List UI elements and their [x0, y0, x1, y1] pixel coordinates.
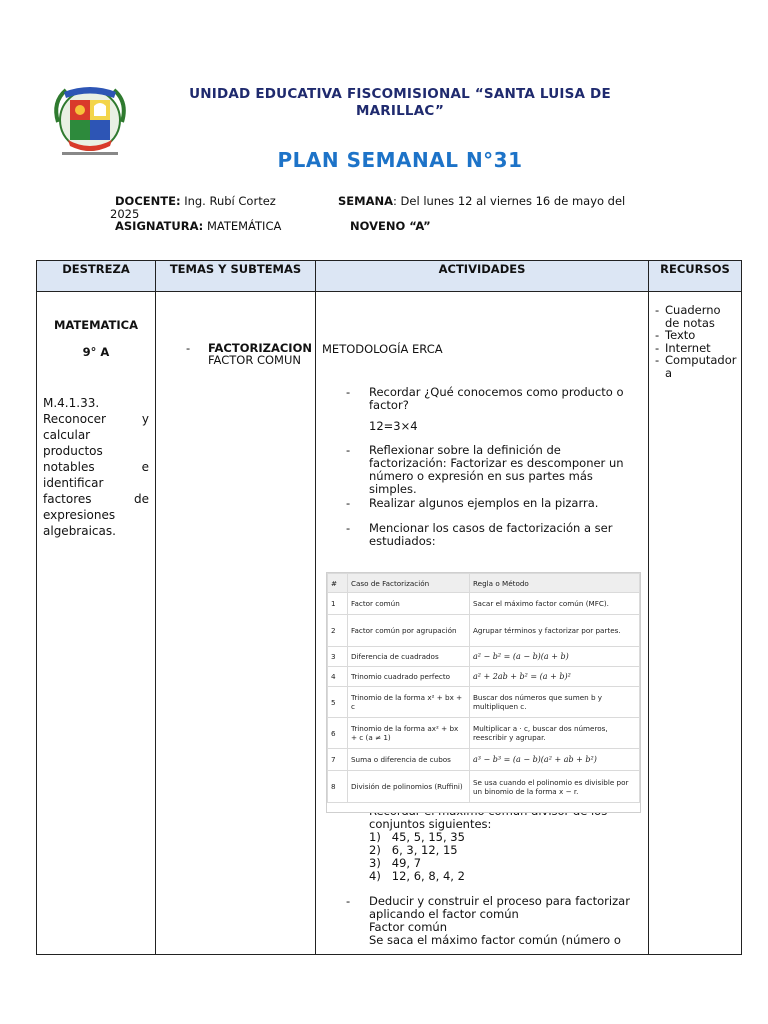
docente-value: Ing. Rubí Cortez — [184, 194, 276, 208]
institution-name: UNIDAD EDUCATIVA FISCOMISIONAL “SANTA LUISA DE MARILLAC” — [189, 86, 611, 119]
col-header-destreza: DESTREZA — [37, 261, 156, 292]
semana-year: 2025 — [110, 207, 140, 221]
table-row: 2 Factor común por agrupación Agrupar términos y factorizar por partes. — [328, 615, 640, 647]
destreza-cell — [37, 292, 156, 955]
tema-bold: FACTORIZACION — [208, 341, 312, 355]
tema-rest: FACTOR COMUN — [208, 353, 301, 367]
asignatura-value: MATEMÁTICA — [206, 219, 282, 233]
asignatura-line — [115, 220, 281, 233]
table-row: 3 Diferencia de cuadrados a² − b² = (a − b)(a + b) — [328, 647, 640, 667]
cases-header-regla: Regla o Método — [470, 574, 640, 593]
asignatura-label: ASIGNATURA: — [115, 219, 204, 233]
school-logo — [48, 82, 132, 162]
recursos-cell — [649, 292, 742, 955]
cases-header-caso: Caso de Factorización — [348, 574, 470, 593]
example-product: 12=3×4 — [369, 419, 418, 433]
recursos-list — [655, 303, 737, 380]
recurso-item: - Cuaderno de notas — [655, 303, 721, 330]
factor-comun-text: Se saca el máximo factor común (número o — [369, 933, 621, 947]
set-3: 3) 49, 7 — [369, 856, 422, 870]
semana-value: : Del lunes 12 al viernes 16 de mayo del — [393, 194, 626, 208]
table-row: 6 Trinomio de la forma ax² + bx + c (a ≠ 1) Multiplicar a · c, buscar dos números, reescribir y agrupar. — [328, 718, 640, 749]
set-2: 2) 6, 3, 12, 15 — [369, 843, 458, 857]
table-row: 7 Suma o diferencia de cubos a³ − b³ = (a − b)(a² + ab + b²) — [328, 749, 640, 771]
recurso-item: - Internet — [655, 340, 711, 355]
col-header-recursos: RECURSOS — [649, 261, 742, 292]
recurso-item: - Texto — [655, 328, 696, 342]
semana-label: SEMANA — [338, 194, 394, 208]
docente-line — [115, 195, 276, 208]
recurso-item: - Computadora — [655, 353, 737, 380]
activity-item-2: - Reflexionar sobre la definición de factorización: Factorizar es descomponer un número o expresión en sus partes más simples. — [346, 443, 624, 496]
activity-item-3: - Realizar algunos ejemplos en la pizarra. — [346, 496, 599, 510]
destreza-text: M.4.1.33. Reconocer y calcular productos notables e identificar factores de expresiones algebraicas. — [43, 396, 149, 538]
factorization-cases-table — [326, 572, 641, 813]
factor-comun-title: Factor común — [369, 920, 447, 934]
destreza-grade: 9° A — [82, 345, 110, 359]
col-header-actividades: ACTIVIDADES — [316, 261, 649, 292]
activity-item-6: - Deducir y construir el proceso para factorizar aplicando el factor común — [346, 894, 630, 921]
method-title: METODOLOGÍA ERCA — [322, 342, 443, 356]
docente-label: DOCENTE: — [115, 194, 181, 208]
cases-header-num: # — [328, 574, 348, 593]
col-header-temas: TEMAS Y SUBTEMAS — [156, 261, 316, 292]
semana-line — [338, 195, 625, 208]
destreza-subject: MATEMATICA — [53, 318, 139, 332]
table-row: 1 Factor común Sacar el máximo factor común (MFC). — [328, 593, 640, 615]
table-row: 4 Trinomio cuadrado perfecto a² + 2ab + b² = (a + b)² — [328, 667, 640, 687]
plan-title: PLAN SEMANAL N°31 — [277, 148, 523, 172]
table-row: 8 División de polinomios (Ruffini) Se usa cuando el polinomio es divisible por un binomio de la forma x − r. — [328, 771, 640, 803]
grado: NOVENO “A” — [350, 219, 431, 233]
activity-item-5: conjuntos siguientes: — [369, 817, 492, 831]
tema-item: - FACTORIZACION FACTOR COMUN — [186, 341, 312, 367]
activity-item-1: - Recordar ¿Qué conocemos como producto o factor? — [346, 385, 624, 412]
set-1: 1) 45, 5, 15, 35 — [369, 830, 465, 844]
activity-item-4: - Mencionar los casos de factorización a ser estudiados: — [346, 521, 613, 548]
table-row: 5 Trinomio de la forma x² + bx + c Buscar dos números que sumen b y multipliquen c. — [328, 687, 640, 718]
tema-cell — [156, 292, 316, 955]
set-4: 4) 12, 6, 8, 4, 2 — [369, 869, 465, 883]
